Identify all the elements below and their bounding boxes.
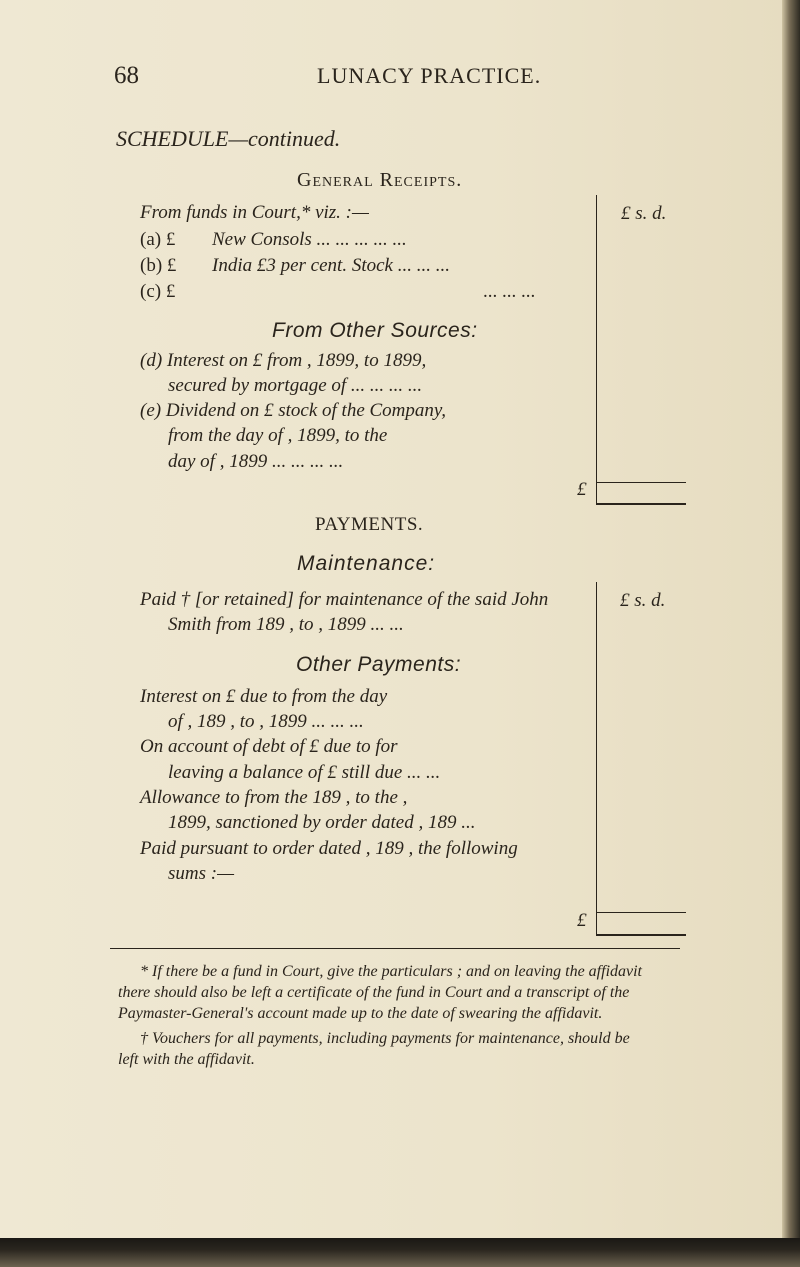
receipts-column-divider <box>596 195 597 483</box>
interest-line-1: (d) Interest on £ from , 1899, to 1899, <box>140 350 427 371</box>
running-title: LUNACY PRACTICE. <box>317 63 542 88</box>
receipts-money-columns-header: £ s. d. <box>621 203 667 224</box>
other-line-7: Paid pursuant to order dated , 189 , the following <box>140 838 518 859</box>
other-line-2: of , 189 , to , 1899 ... ... ... <box>168 711 364 732</box>
receipts-total-symbol: £ <box>577 479 587 500</box>
payments-total-side <box>596 912 597 935</box>
receipts-total-side <box>596 482 597 504</box>
schedule-title: SCHEDULE—continued. <box>116 126 341 151</box>
dividend-line-2: from the day of , 1899, to the <box>168 425 388 446</box>
page-number: 68 <box>114 62 139 89</box>
footnote-line-2: there should also be left a certificate of the fund in Court and a transcript of the <box>118 984 630 1001</box>
payments-heading: PAYMENTS. <box>315 514 424 535</box>
other-line-8: sums :— <box>168 863 234 884</box>
item-a-desc: New Consols ... ... ... ... ... <box>212 229 407 250</box>
other-sources-heading: From Other Sources: <box>272 319 478 342</box>
paid-line-1: Paid † [or retained] for maintenance of the said John <box>140 589 549 610</box>
funds-in-court-intro: From funds in Court,* viz. :— <box>140 202 369 223</box>
payments-total-rule-top <box>596 912 686 913</box>
item-b-label: (b) £ <box>140 255 177 276</box>
other-line-5: Allowance to from the 189 , to the , <box>140 787 408 808</box>
item-c-desc: ... ... ... <box>483 281 536 302</box>
interest-line-2: secured by mortgage of ... ... ... ... <box>168 375 423 396</box>
receipts-total-rule-top <box>596 482 686 483</box>
maintenance-heading: Maintenance: <box>297 552 436 575</box>
footnote-line-5: left with the affidavit. <box>118 1051 255 1068</box>
footnote-line-4: † Vouchers for all payments, including payments for maintenance, should be <box>140 1030 630 1047</box>
page-bottom-edge <box>0 1238 800 1267</box>
paid-line-2: Smith from 189 , to , 1899 ... ... <box>168 614 404 635</box>
general-receipts-heading: General Receipts. <box>297 169 463 191</box>
footnote-line-1: * If there be a fund in Court, give the particulars ; and on leaving the affidavit <box>140 963 642 980</box>
payments-total-symbol: £ <box>577 910 587 931</box>
payments-total-rule-bottom <box>596 934 686 936</box>
item-b-desc: India £3 per cent. Stock ... ... ... <box>212 255 450 276</box>
page-binding-edge <box>782 0 800 1267</box>
other-line-6: 1899, sanctioned by order dated , 189 ... <box>168 812 476 833</box>
footnote-separator <box>110 948 680 949</box>
other-line-4: leaving a balance of £ still due ... ... <box>168 762 441 783</box>
footnote-line-3: Paymaster-General's account made up to the date of swearing the affidavit. <box>118 1005 603 1022</box>
other-line-1: Interest on £ due to from the day <box>140 686 388 707</box>
payments-column-divider <box>596 582 597 914</box>
item-c-label: (c) £ <box>140 281 176 302</box>
item-a-label: (a) £ <box>140 229 176 250</box>
dividend-line-3: day of , 1899 ... ... ... ... <box>168 451 344 472</box>
other-payments-heading: Other Payments: <box>296 653 462 676</box>
dividend-line-1: (e) Dividend on £ stock of the Company, <box>140 400 447 421</box>
receipts-total-rule-bottom <box>596 503 686 505</box>
payments-money-columns-header: £ s. d. <box>620 590 666 611</box>
other-line-3: On account of debt of £ due to for <box>140 736 398 757</box>
